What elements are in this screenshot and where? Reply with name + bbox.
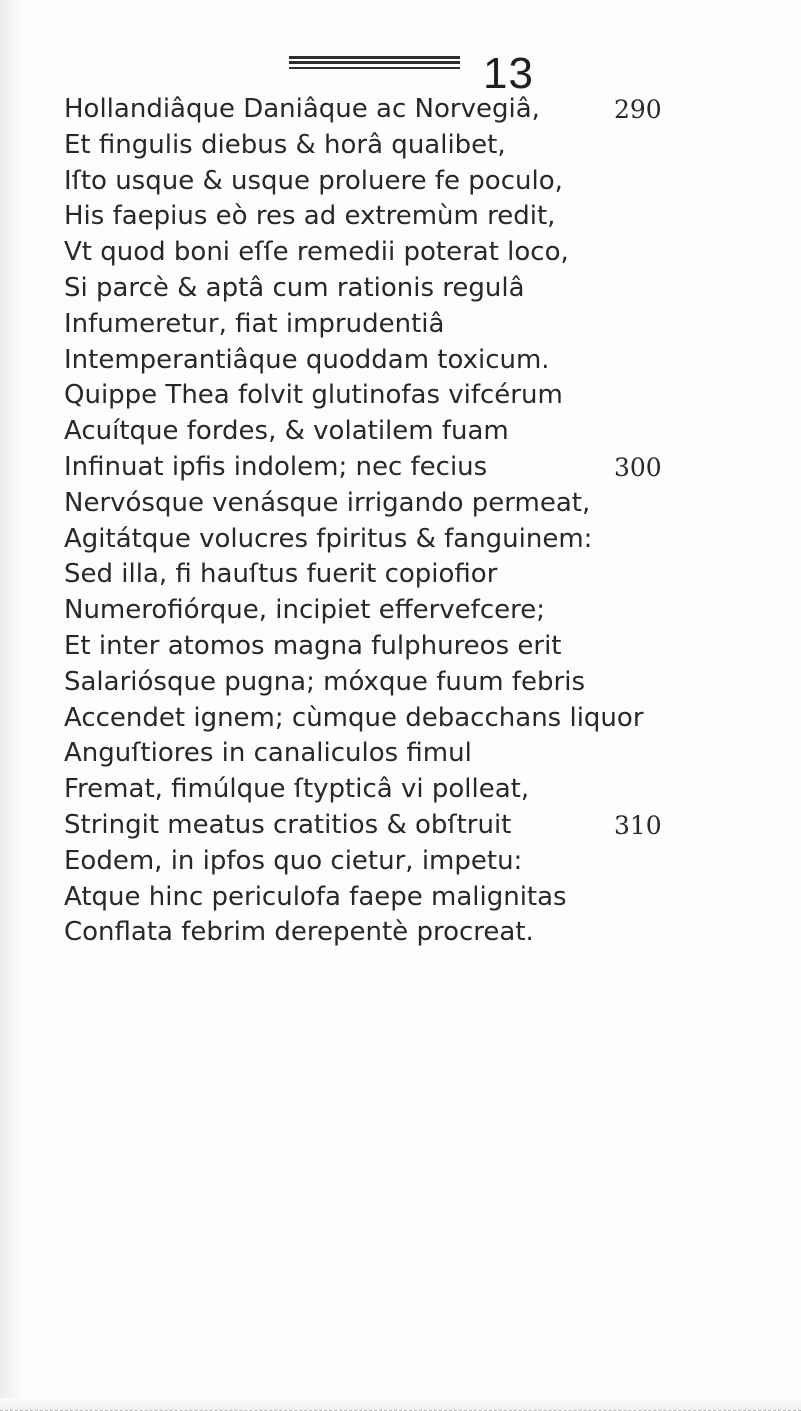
verse-line-text: Eodem, in ipfos quo cietur, impetu: [64,845,523,876]
verse-line-text: Hollandiâque Daniâque ac Norvegiâ, [64,94,540,124]
verse-line [64,164,714,200]
poem-text-block [64,92,714,951]
verse-line [64,128,714,164]
verse-line-text: His faepius eò res ad extremùm redit, [64,201,556,232]
verse-line-text: Acuítque fordes, & volatilem fuam [64,416,509,447]
verse-line [64,199,714,235]
verse-line [64,486,714,522]
verse-line [64,522,714,558]
verse-line-text: Infinuat ipfis indolem; nec fecius [64,451,488,482]
verse-line-text: Nervósque venásque irrigando permeat, [64,487,591,518]
page-bottom-edge [0,1398,801,1411]
verse-line-text: Stringit meatus cratitios & obſtruit [64,809,512,840]
verse-line [64,307,714,343]
header-rule-bar [289,56,460,59]
verse-line-text: Infumeretur, fiat imprudentiâ [64,308,445,339]
verse-line [64,557,714,593]
verse-line-text: Vt quod boni eſſe remedii poterat loco, [64,237,569,268]
line-number: 290 [614,95,662,124]
header-rule-bar [289,61,460,64]
verse-line [64,701,714,737]
verse-line-text: Agitátque volucres fpiritus & fanguinem: [64,523,593,554]
verse-line-text: Quippe Thea folvit glutinofas vifcérum [64,380,563,411]
verse-line-text: Et inter atomos magna fulphureos erit [64,630,562,661]
page-edge-shadow [0,0,24,1411]
verse-line [64,271,714,307]
verse-line-text: Si parcè & aptâ cum rationis regulâ [64,272,525,303]
verse-line-text: Fremat, fimúlque ſtypticâ vi polleat, [64,774,530,805]
verse-line [64,450,714,486]
page-number: 13 [483,49,534,98]
line-number: 300 [614,452,662,482]
verse-line-text: Salariósque pugna; móxque fuum febris [64,666,586,697]
verse-line [64,378,714,414]
verse-line-text: Anguſtiores in canaliculos fimul [64,738,472,769]
verse-line [64,808,714,844]
verse-line [64,343,714,379]
verse-line [64,414,714,450]
verse-line [64,736,714,772]
verse-line [64,665,714,701]
verse-line-text: Conflata febrim derepentè procreat. [64,917,534,948]
verse-line [64,772,714,808]
verse-line-text: Sed illa, fi hauſtus fuerit copiofior [64,559,498,590]
line-number: 310 [614,810,662,840]
header-rule-bar [289,67,460,69]
verse-line-text: Intemperantiâque quoddam toxicum. [64,344,550,375]
verse-line-text: Accendet ignem; cùmque debacchans liquor [64,702,644,733]
verse-line [64,844,714,880]
verse-line [64,880,714,916]
verse-line [64,92,714,128]
verse-line-text: Atque hinc periculofa faepe malignitas [64,881,567,912]
verse-line [64,593,714,629]
verse-line [64,629,714,665]
verse-line-text: Numerofiórque, incipiet effervefcere; [64,595,545,626]
header-rule [289,56,460,72]
verse-line-text: Iſto usque & usque proluere fe poculo, [64,165,563,196]
verse-line [64,235,714,271]
verse-line [64,915,714,951]
verse-line-text: Et fingulis diebus & horâ qualibet, [64,129,506,160]
